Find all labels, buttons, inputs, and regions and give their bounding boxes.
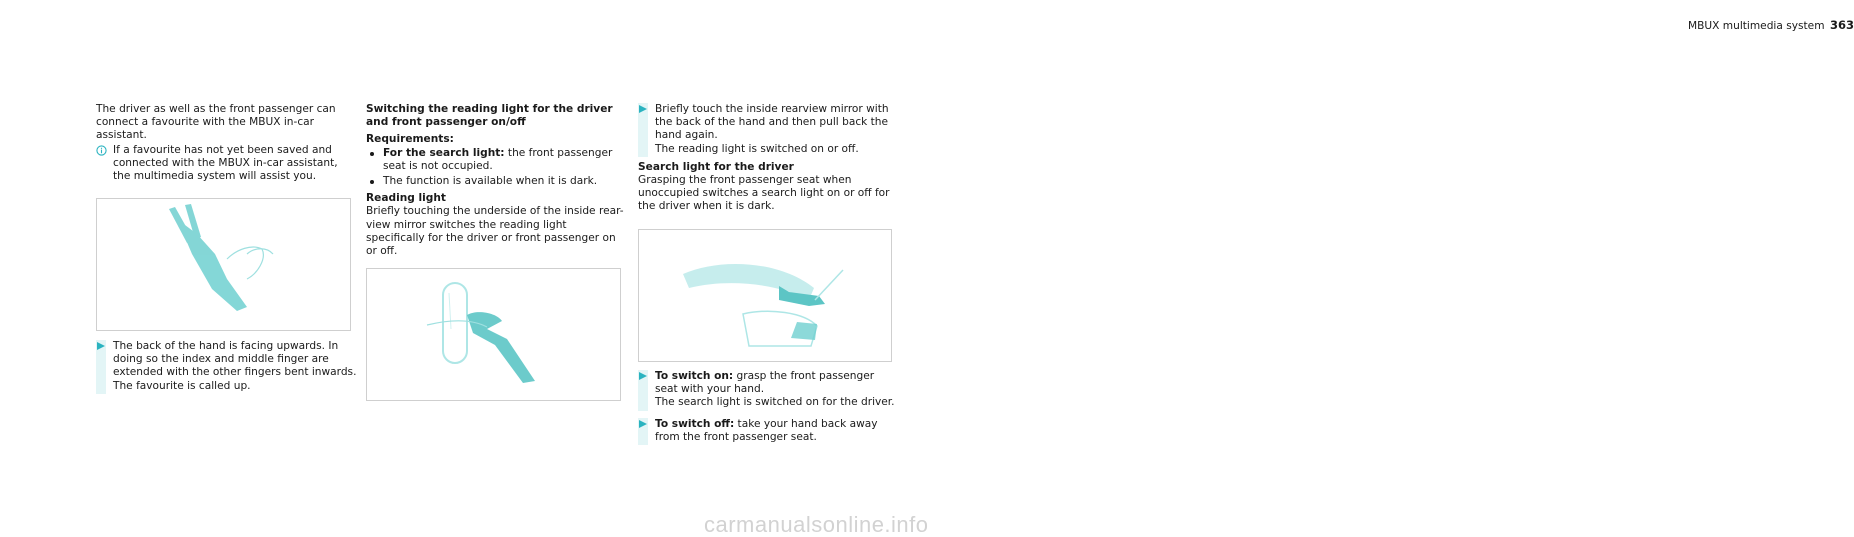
requirement-item: The function is available when it is dark. xyxy=(366,175,624,188)
requirements-list xyxy=(366,147,624,189)
mirror-touch-illustration xyxy=(367,269,620,400)
search-light-heading: Search light for the driver xyxy=(638,160,794,173)
step-switch-on-text: To switch on: grasp the front passenger seat with your hand. xyxy=(655,370,875,396)
search-light-text: Grasping the front passenger seat when unoccupied switches a search light on or off for the driver when it is dark. xyxy=(638,174,890,213)
action-arrow-icon xyxy=(639,420,647,428)
reading-light-heading: Reading light xyxy=(366,192,446,205)
step-mirror xyxy=(638,103,898,157)
seat-grasp-illustration xyxy=(639,230,891,361)
illustration-hand-gesture xyxy=(96,198,351,331)
requirement-item: For the search light: the front passenger seat is not occupied. xyxy=(366,147,624,173)
step-switch-off-text: To switch off: take your hand back away from the front passenger seat. xyxy=(655,418,878,444)
intro-paragraph: The driver as well as the front passenger can connect a favourite with the MBUX in-car assistant. xyxy=(96,103,336,142)
step-gesture-result: The favourite is called up. xyxy=(113,379,251,392)
watermark: carmanualsonline.info xyxy=(704,512,929,537)
step-gesture-body xyxy=(96,340,358,394)
step-mirror-text: Briefly touch the inside rearview mirror with the back of the hand and then pull back the hand again. xyxy=(655,103,889,142)
step-gesture-text: The back of the hand is facing upwards. In doing so the index and middle finger are extended with the other fingers bent inwards. xyxy=(113,340,357,379)
info-note-text: If a favourite has not yet been saved and connected with the MBUX in-car assistant, the multimedia system will assist you. xyxy=(113,143,338,183)
action-arrow-icon xyxy=(639,105,647,113)
requirements-label: Requirements: xyxy=(366,133,454,146)
page-number: 363 xyxy=(1830,18,1854,32)
action-arrow-icon xyxy=(97,342,105,350)
info-icon xyxy=(96,145,107,156)
step-switch-on xyxy=(638,370,898,411)
step-switch-on-result: The search light is switched on for the driver. xyxy=(655,396,895,409)
reading-light-section-heading: Switching the reading light for the driver and front passenger on/off xyxy=(366,103,613,129)
reading-light-text: Briefly touching the underside of the inside rear-view mirror switches the reading light specifically for the driver or front passenger on or off. xyxy=(366,205,624,258)
step-gesture xyxy=(96,340,358,394)
illustration-rearview-mirror xyxy=(366,268,621,401)
column-1 xyxy=(96,103,358,183)
victory-gesture-illustration xyxy=(97,199,350,330)
illustration-passenger-seat xyxy=(638,229,892,362)
section-title: MBUX multimedia system xyxy=(1688,20,1825,32)
step-switch-off-body xyxy=(638,418,898,445)
action-arrow-icon xyxy=(639,372,647,380)
step-mirror-result: The reading light is switched on or off. xyxy=(655,142,859,155)
column-3 xyxy=(638,103,898,214)
column-2 xyxy=(366,103,624,258)
step-switch-off xyxy=(638,418,898,445)
step-switch-on-body xyxy=(638,370,898,411)
info-note xyxy=(96,144,358,184)
